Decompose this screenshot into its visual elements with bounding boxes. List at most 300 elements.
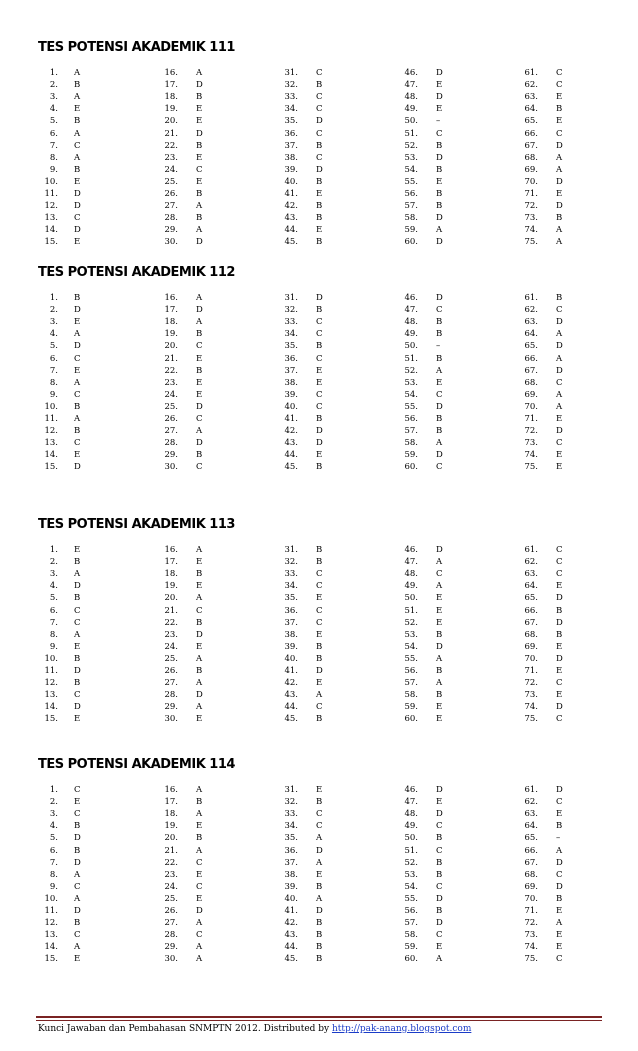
answer-item [156,629,276,641]
question-number: 16. [164,68,178,78]
question-number: 70. [524,893,538,904]
answer-item [516,592,636,604]
question-number: 45. [284,954,298,965]
answer-item [36,580,156,592]
answer-letter: B [316,341,323,352]
question-number: 35. [284,341,298,352]
answer-item [276,820,396,832]
answer-item [396,689,516,701]
answer-item [396,340,516,352]
answer-item [156,869,276,881]
question-number: 30. [164,954,178,965]
question-number: 51. [404,845,418,856]
question-number: 57. [404,426,418,437]
answer-letter: E [556,189,563,199]
answer-letter: B [436,857,443,868]
footer-link[interactable]: http://pak-anang.blogspot.com [331,1024,472,1034]
question-number: 68. [524,629,538,640]
answer-letter: – [436,341,441,352]
question-number: 59. [404,942,418,953]
question-number: 55. [404,653,418,664]
answer-item [276,808,396,820]
answer-letter: B [556,605,563,616]
answer-letter: A [74,152,81,163]
answer-item [516,701,636,713]
question-number: 24. [164,164,178,175]
answer-item [156,796,276,808]
answer-item [396,401,516,413]
question-number: 24. [164,881,178,892]
answer-item [36,665,156,677]
answer-letter: E [74,365,81,376]
answer-item [276,316,396,328]
answer-letter: E [196,557,203,568]
question-number: 9. [49,389,58,400]
answer-letter: B [196,92,203,103]
question-number: 61. [524,293,538,303]
question-number: 26. [164,666,178,676]
answer-letter: D [74,305,81,316]
answer-letter: C [316,68,323,78]
question-number: 50. [404,341,418,352]
answer-item [396,212,516,224]
question-number: 70. [524,653,538,664]
question-number: 20. [164,593,178,604]
answer-item [516,653,636,665]
answer-item [156,568,276,580]
answer-letter: D [556,653,563,664]
answer-letter: D [556,140,563,151]
answer-item [396,103,516,115]
answer-letter: A [196,225,203,236]
answer-item [36,677,156,689]
answer-item [396,617,516,629]
question-number: 12. [44,918,58,929]
answer-letter: E [196,353,203,364]
answer-item [156,881,276,893]
question-number: 22. [164,617,178,628]
question-number: 25. [164,401,178,412]
answer-item [516,869,636,881]
answer-item [516,857,636,869]
question-number: 10. [44,401,58,412]
question-number: 47. [404,797,418,808]
answer-item [396,544,516,556]
answer-item [276,784,396,796]
question-number: 75. [524,237,538,248]
question-number: 14. [44,450,58,461]
answer-letter: B [436,629,443,640]
question-number: 23. [164,629,178,640]
answer-item [156,605,276,617]
answer-item [516,544,636,556]
question-number: 41. [284,906,298,916]
question-number: 67. [524,140,538,151]
question-number: 17. [164,305,178,316]
answer-item [36,200,156,212]
answer-letter: D [556,881,563,892]
answer-letter: D [196,305,203,316]
answer-letter: B [436,426,443,437]
answer-item [516,128,636,140]
question-number: 22. [164,857,178,868]
answer-letter: B [316,176,323,187]
answer-item [36,377,156,389]
answer-item [156,316,276,328]
answer-letter: B [436,690,443,701]
answer-letter: A [196,702,203,713]
question-number: 51. [404,353,418,364]
question-number: 73. [524,438,538,449]
answer-item [516,713,636,725]
answer-letter: E [436,104,443,115]
answer-item [396,389,516,401]
question-number: 55. [404,176,418,187]
answer-item [516,796,636,808]
answer-item [516,401,636,413]
answer-item [516,164,636,176]
answer-item [36,556,156,568]
answer-letter: B [196,213,203,224]
question-number: 69. [524,164,538,175]
question-number: 74. [524,225,538,236]
answer-item [276,425,396,437]
answer-letter: B [556,893,563,904]
answer-letter: D [74,666,81,676]
answer-letter: A [74,869,81,880]
answer-letter: E [436,702,443,713]
question-number: 39. [284,389,298,400]
answer-item [276,629,396,641]
answer-letter: B [436,869,443,880]
question-number: 60. [404,954,418,965]
question-number: 26. [164,414,178,424]
answer-item [36,437,156,449]
answer-item [36,67,156,79]
question-number: 34. [284,821,298,832]
answer-item [396,164,516,176]
answer-item [156,188,276,200]
answer-item [36,401,156,413]
question-number: 74. [524,702,538,713]
answer-letter: B [74,164,81,175]
question-number: 8. [49,152,58,163]
answer-letter: – [436,116,441,127]
answer-item [156,389,276,401]
answer-item [36,784,156,796]
question-number: 21. [164,353,178,364]
answer-letter: B [316,414,323,424]
answer-item [156,941,276,953]
question-number: 19. [164,104,178,115]
answer-letter: A [556,401,563,412]
answer-letter: E [74,545,81,555]
question-number: 11. [44,414,58,424]
answer-letter: D [316,116,323,127]
answer-letter: C [316,809,323,820]
answer-letter: B [436,140,443,151]
answer-item [396,568,516,580]
answer-letter: C [316,702,323,713]
answer-letter: A [74,414,81,424]
answer-item [36,617,156,629]
answer-item [516,832,636,844]
answer-letter: C [74,438,81,449]
answer-item [276,701,396,713]
answer-item [396,641,516,653]
answer-item [276,212,396,224]
question-number: 17. [164,557,178,568]
answer-item [156,164,276,176]
question-number: 38. [284,629,298,640]
answer-letter: A [556,225,563,236]
question-number: 44. [284,450,298,461]
answer-item [276,917,396,929]
question-number: 63. [524,92,538,103]
answer-item [276,641,396,653]
answer-item [276,103,396,115]
question-number: 74. [524,450,538,461]
answer-letter: E [556,450,563,461]
answer-item [36,152,156,164]
answer-letter: B [436,353,443,364]
question-number: 35. [284,116,298,127]
answer-item [516,665,636,677]
answer-item [156,953,276,965]
answer-item [36,929,156,941]
answer-letter: C [196,881,203,892]
question-number: 46. [404,785,418,795]
answer-letter: D [436,450,443,461]
question-number: 4. [49,104,58,115]
question-number: 1. [49,785,58,795]
answer-letter: E [556,462,563,473]
answer-letter: B [316,641,323,652]
answer-item [276,845,396,857]
answer-item [156,808,276,820]
answer-item [156,292,276,304]
question-number: 16. [164,785,178,795]
answer-item [156,556,276,568]
question-number: 5. [49,833,58,844]
answer-item [156,820,276,832]
question-number: 23. [164,377,178,388]
answer-letter: B [316,918,323,929]
answer-item [396,905,516,917]
answer-item [36,808,156,820]
question-number: 49. [404,581,418,592]
answer-item [516,236,636,248]
answer-item [36,629,156,641]
answer-item [156,713,276,725]
answer-item [516,79,636,91]
answer-item [156,449,276,461]
answer-letter: E [436,797,443,808]
answer-letter: E [196,116,203,127]
answer-letter: D [436,809,443,820]
answer-letter: B [74,426,81,437]
question-number: 32. [284,80,298,91]
question-number: 63. [524,809,538,820]
question-number: 58. [404,438,418,449]
answer-letter: B [316,954,323,965]
answer-item [516,200,636,212]
answer-item [276,449,396,461]
answer-item [516,881,636,893]
answer-letter: E [74,104,81,115]
answer-item [36,917,156,929]
answer-item [156,212,276,224]
answer-item [396,176,516,188]
footer-rule-thin [36,1020,602,1021]
answer-letter: B [316,714,323,725]
answer-item [276,340,396,352]
answer-item [516,353,636,365]
question-number: 30. [164,237,178,248]
question-number: 69. [524,641,538,652]
question-number: 70. [524,401,538,412]
answer-item [516,929,636,941]
answer-item [276,544,396,556]
question-number: 32. [284,557,298,568]
answer-item [276,941,396,953]
question-number: 53. [404,377,418,388]
answer-item [516,212,636,224]
question-number: 3. [49,569,58,580]
question-number: 45. [284,462,298,473]
answer-letter: C [316,92,323,103]
question-number: 27. [164,201,178,212]
answer-letter: D [316,666,323,676]
question-number: 16. [164,545,178,555]
answer-letter: D [74,225,81,236]
section-title: TES POTENSI AKADEMIK 111 [38,40,235,55]
question-number: 25. [164,176,178,187]
answer-item [276,188,396,200]
question-number: 61. [524,545,538,555]
question-number: 52. [404,365,418,376]
answer-item [276,236,396,248]
answer-letter: C [316,581,323,592]
answer-letter: C [556,678,563,689]
answer-item [156,784,276,796]
question-number: 24. [164,389,178,400]
question-number: 3. [49,317,58,328]
question-number: 46. [404,545,418,555]
answer-letter: B [556,104,563,115]
answer-letter: E [436,617,443,628]
question-number: 40. [284,653,298,664]
answer-item [156,236,276,248]
answer-letter: A [196,785,203,795]
answer-item [396,857,516,869]
answer-item [396,701,516,713]
answer-item [36,103,156,115]
question-number: 20. [164,341,178,352]
answer-letter: E [316,377,323,388]
answer-letter: A [74,569,81,580]
question-number: 14. [44,702,58,713]
question-number: 9. [49,641,58,652]
answer-item [516,941,636,953]
question-number: 66. [524,353,538,364]
answer-item [396,929,516,941]
answer-item [36,425,156,437]
question-number: 59. [404,225,418,236]
question-number: 8. [49,629,58,640]
question-number: 20. [164,833,178,844]
question-number: 8. [49,377,58,388]
answer-letter: B [74,293,81,303]
question-number: 61. [524,785,538,795]
answer-letter: E [316,365,323,376]
question-number: 13. [44,438,58,449]
answer-item [276,617,396,629]
answer-letter: A [74,128,81,139]
answer-item [396,304,516,316]
answer-item [276,832,396,844]
answer-item [396,556,516,568]
answer-item [276,605,396,617]
question-number: 72. [524,918,538,929]
answer-letter: E [316,593,323,604]
answer-letter: A [436,438,443,449]
answer-letter: D [436,918,443,929]
question-number: 73. [524,930,538,941]
answer-item [396,236,516,248]
answer-item [516,328,636,340]
answer-letter: A [196,201,203,212]
answer-item [36,953,156,965]
answer-letter: B [316,237,323,248]
answer-item [516,188,636,200]
answer-letter: A [436,678,443,689]
answer-letter: B [436,666,443,676]
question-number: 37. [284,365,298,376]
answer-letter: B [196,797,203,808]
question-number: 73. [524,213,538,224]
answer-letter: B [316,557,323,568]
question-number: 70. [524,176,538,187]
answer-letter: D [74,857,81,868]
question-number: 2. [49,557,58,568]
answer-letter: E [196,377,203,388]
question-number: 54. [404,641,418,652]
answer-item [396,437,516,449]
question-number: 69. [524,389,538,400]
answer-letter: E [196,869,203,880]
answer-letter: B [316,545,323,555]
answer-letter: A [196,593,203,604]
question-number: 50. [404,116,418,127]
question-number: 27. [164,678,178,689]
question-number: 49. [404,329,418,340]
question-number: 15. [44,954,58,965]
answer-letter: D [316,426,323,437]
question-number: 13. [44,930,58,941]
answer-letter: A [196,68,203,78]
answer-letter: C [556,377,563,388]
question-number: 7. [49,140,58,151]
question-number: 35. [284,833,298,844]
question-number: 43. [284,213,298,224]
answer-letter: C [556,68,563,78]
answer-item [396,328,516,340]
question-number: 6. [49,353,58,364]
answer-item [516,905,636,917]
answer-letter: D [556,617,563,628]
answer-item [36,845,156,857]
